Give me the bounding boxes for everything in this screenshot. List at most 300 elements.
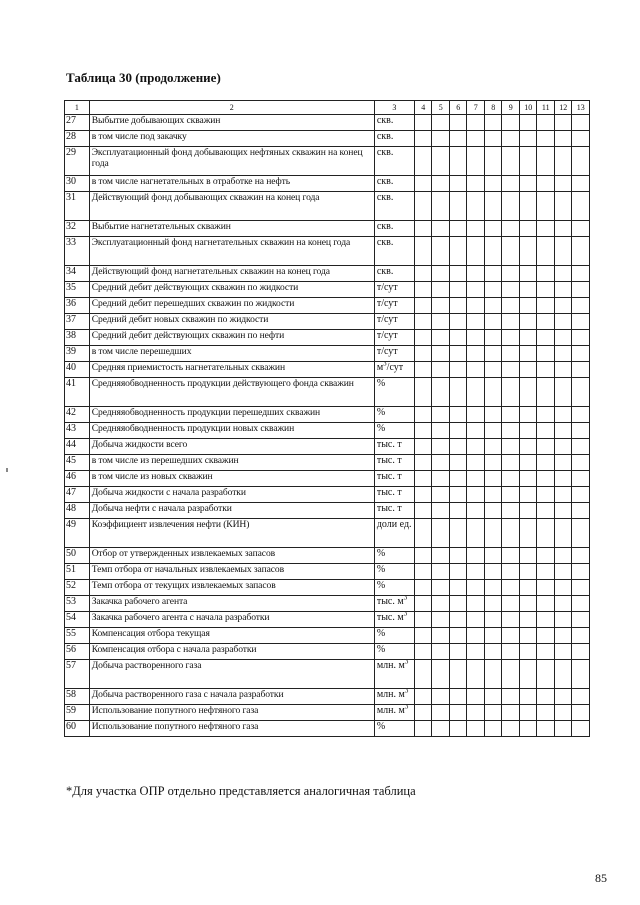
empty-value-cell (449, 176, 467, 192)
empty-value-cell (519, 503, 537, 519)
empty-value-cell (467, 660, 485, 689)
empty-value-cell (414, 705, 432, 721)
header-cell: 12 (554, 101, 572, 115)
row-description: Темп отбора от начальных извлекаемых запасов (89, 564, 374, 580)
empty-value-cell (537, 580, 555, 596)
empty-value-cell (554, 330, 572, 346)
row-description: Средний дебит перешедших скважин по жидкости (89, 298, 374, 314)
empty-value-cell (572, 314, 590, 330)
empty-value-cell (432, 378, 450, 407)
row-description: Средняяобводненность продукции действующего фонда скважин (89, 378, 374, 407)
empty-value-cell (502, 407, 520, 423)
empty-value-cell (432, 455, 450, 471)
row-description: в том числе из перешедших скважин (89, 455, 374, 471)
row-number: 31 (65, 192, 90, 221)
table-row (65, 346, 590, 362)
row-number: 57 (65, 660, 90, 689)
header-cell: 3 (374, 101, 414, 115)
empty-value-cell (467, 519, 485, 548)
table-row (65, 487, 590, 503)
empty-value-cell (449, 131, 467, 147)
empty-value-cell (414, 644, 432, 660)
row-unit: т/сут (374, 298, 414, 314)
empty-value-cell (449, 221, 467, 237)
empty-value-cell (572, 644, 590, 660)
empty-value-cell (449, 705, 467, 721)
empty-value-cell (537, 705, 555, 721)
empty-value-cell (519, 237, 537, 266)
empty-value-cell (449, 455, 467, 471)
table-row (65, 237, 590, 266)
header-cell: 13 (572, 101, 590, 115)
table-row (65, 378, 590, 407)
row-unit: скв. (374, 266, 414, 282)
header-cell: 9 (502, 101, 520, 115)
empty-value-cell (467, 503, 485, 519)
empty-value-cell (432, 423, 450, 439)
empty-value-cell (554, 689, 572, 705)
empty-value-cell (572, 346, 590, 362)
empty-value-cell (484, 455, 502, 471)
empty-value-cell (519, 330, 537, 346)
empty-value-cell (502, 628, 520, 644)
row-description: Действующий фонд добывающих скважин на конец года (89, 192, 374, 221)
row-number: 60 (65, 721, 90, 737)
empty-value-cell (537, 689, 555, 705)
empty-value-cell (537, 519, 555, 548)
empty-value-cell (484, 407, 502, 423)
row-description: Закачка рабочего агента (89, 596, 374, 612)
row-unit: млн. $м^3$ (374, 689, 414, 705)
empty-value-cell (537, 314, 555, 330)
row-unit: т/сут (374, 330, 414, 346)
row-number: 47 (65, 487, 90, 503)
empty-value-cell (502, 346, 520, 362)
empty-value-cell (414, 596, 432, 612)
table-row (65, 407, 590, 423)
header-cell: 10 (519, 101, 537, 115)
table-row (65, 131, 590, 147)
header-cell: 5 (432, 101, 450, 115)
empty-value-cell (432, 580, 450, 596)
empty-value-cell (554, 564, 572, 580)
empty-value-cell (484, 423, 502, 439)
empty-value-cell (467, 346, 485, 362)
empty-value-cell (554, 314, 572, 330)
row-unit: скв. (374, 115, 414, 131)
empty-value-cell (484, 705, 502, 721)
header-cell: 6 (449, 101, 467, 115)
empty-value-cell (519, 644, 537, 660)
empty-value-cell (519, 176, 537, 192)
empty-value-cell (449, 689, 467, 705)
row-unit: $м^3$/сут (374, 362, 414, 378)
empty-value-cell (432, 487, 450, 503)
empty-value-cell (484, 314, 502, 330)
empty-value-cell (467, 362, 485, 378)
empty-value-cell (484, 298, 502, 314)
row-unit: скв. (374, 221, 414, 237)
empty-value-cell (554, 237, 572, 266)
row-number: 27 (65, 115, 90, 131)
row-description: в том числе под закачку (89, 131, 374, 147)
empty-value-cell (484, 147, 502, 176)
table-row (65, 548, 590, 564)
empty-value-cell (414, 628, 432, 644)
empty-value-cell (449, 192, 467, 221)
empty-value-cell (467, 580, 485, 596)
table-row (65, 580, 590, 596)
row-description: Добыча жидкости с начала разработки (89, 487, 374, 503)
empty-value-cell (572, 298, 590, 314)
row-description: в том числе перешедших (89, 346, 374, 362)
empty-value-cell (502, 689, 520, 705)
empty-value-cell (519, 314, 537, 330)
empty-value-cell (502, 660, 520, 689)
row-unit: тыс. т (374, 487, 414, 503)
empty-value-cell (572, 519, 590, 548)
empty-value-cell (414, 131, 432, 147)
empty-value-cell (449, 519, 467, 548)
empty-value-cell (414, 192, 432, 221)
empty-value-cell (414, 660, 432, 689)
empty-value-cell (484, 378, 502, 407)
empty-value-cell (484, 660, 502, 689)
empty-value-cell (502, 314, 520, 330)
table-row (65, 471, 590, 487)
row-description: Выбытие нагнетательных скважин (89, 221, 374, 237)
empty-value-cell (467, 423, 485, 439)
empty-value-cell (432, 115, 450, 131)
row-unit: % (374, 580, 414, 596)
row-number: 35 (65, 282, 90, 298)
empty-value-cell (502, 147, 520, 176)
empty-value-cell (432, 471, 450, 487)
empty-value-cell (502, 298, 520, 314)
empty-value-cell (432, 612, 450, 628)
row-number: 45 (65, 455, 90, 471)
empty-value-cell (502, 378, 520, 407)
row-number: 56 (65, 644, 90, 660)
empty-value-cell (572, 378, 590, 407)
empty-value-cell (449, 423, 467, 439)
row-description: Действующий фонд нагнетательных скважин на конец года (89, 266, 374, 282)
row-number: 59 (65, 705, 90, 721)
empty-value-cell (519, 660, 537, 689)
empty-value-cell (432, 237, 450, 266)
empty-value-cell (449, 266, 467, 282)
empty-value-cell (537, 362, 555, 378)
empty-value-cell (519, 612, 537, 628)
empty-value-cell (449, 362, 467, 378)
empty-value-cell (432, 548, 450, 564)
empty-value-cell (537, 644, 555, 660)
row-number: 54 (65, 612, 90, 628)
empty-value-cell (449, 548, 467, 564)
empty-value-cell (537, 378, 555, 407)
row-number: 28 (65, 131, 90, 147)
empty-value-cell (537, 221, 555, 237)
empty-value-cell (554, 455, 572, 471)
empty-value-cell (519, 192, 537, 221)
row-unit: % (374, 564, 414, 580)
empty-value-cell (467, 487, 485, 503)
row-unit: тыс. $м^3$ (374, 612, 414, 628)
empty-value-cell (467, 266, 485, 282)
row-unit: доли ед. (374, 519, 414, 548)
empty-value-cell (449, 298, 467, 314)
empty-value-cell (519, 596, 537, 612)
data-table (64, 100, 590, 737)
empty-value-cell (432, 147, 450, 176)
empty-value-cell (467, 705, 485, 721)
empty-value-cell (502, 423, 520, 439)
row-number: 33 (65, 237, 90, 266)
empty-value-cell (502, 131, 520, 147)
row-number: 42 (65, 407, 90, 423)
empty-value-cell (502, 221, 520, 237)
table-row (65, 455, 590, 471)
empty-value-cell (572, 147, 590, 176)
row-number: 55 (65, 628, 90, 644)
row-unit: скв. (374, 147, 414, 176)
header-cell: 7 (467, 101, 485, 115)
empty-value-cell (449, 660, 467, 689)
row-description: Выбытие добывающих скважин (89, 115, 374, 131)
empty-value-cell (537, 237, 555, 266)
empty-value-cell (537, 346, 555, 362)
empty-value-cell (572, 115, 590, 131)
row-description: Средняяобводненность продукции новых скважин (89, 423, 374, 439)
empty-value-cell (572, 192, 590, 221)
empty-value-cell (449, 330, 467, 346)
table-row (65, 596, 590, 612)
empty-value-cell (537, 660, 555, 689)
empty-value-cell (554, 221, 572, 237)
row-unit: скв. (374, 192, 414, 221)
empty-value-cell (432, 503, 450, 519)
empty-value-cell (502, 176, 520, 192)
empty-value-cell (554, 596, 572, 612)
table-row (65, 362, 590, 378)
empty-value-cell (537, 471, 555, 487)
empty-value-cell (519, 423, 537, 439)
empty-value-cell (502, 439, 520, 455)
empty-value-cell (519, 221, 537, 237)
row-number: 44 (65, 439, 90, 455)
row-number: 30 (65, 176, 90, 192)
empty-value-cell (484, 439, 502, 455)
empty-value-cell (467, 628, 485, 644)
row-unit: % (374, 721, 414, 737)
empty-value-cell (414, 455, 432, 471)
row-number: 51 (65, 564, 90, 580)
empty-value-cell (502, 644, 520, 660)
empty-value-cell (467, 407, 485, 423)
empty-value-cell (414, 548, 432, 564)
row-unit: % (374, 407, 414, 423)
empty-value-cell (502, 115, 520, 131)
row-number: 41 (65, 378, 90, 407)
empty-value-cell (414, 580, 432, 596)
row-description: Коэффициент извлечения нефти (КИН) (89, 519, 374, 548)
empty-value-cell (502, 580, 520, 596)
table-row (65, 705, 590, 721)
empty-value-cell (572, 237, 590, 266)
row-description: Добыча растворенного газа (89, 660, 374, 689)
empty-value-cell (572, 266, 590, 282)
empty-value-cell (537, 176, 555, 192)
empty-value-cell (467, 314, 485, 330)
empty-value-cell (502, 362, 520, 378)
empty-value-cell (519, 721, 537, 737)
row-unit: % (374, 548, 414, 564)
empty-value-cell (414, 439, 432, 455)
empty-value-cell (554, 471, 572, 487)
empty-value-cell (484, 612, 502, 628)
empty-value-cell (449, 596, 467, 612)
empty-value-cell (484, 503, 502, 519)
empty-value-cell (502, 266, 520, 282)
empty-value-cell (537, 548, 555, 564)
empty-value-cell (449, 503, 467, 519)
empty-value-cell (502, 503, 520, 519)
empty-value-cell (414, 176, 432, 192)
empty-value-cell (414, 282, 432, 298)
empty-value-cell (449, 471, 467, 487)
empty-value-cell (484, 266, 502, 282)
table-row (65, 147, 590, 176)
empty-value-cell (467, 378, 485, 407)
empty-value-cell (554, 660, 572, 689)
empty-value-cell (449, 314, 467, 330)
empty-value-cell (432, 221, 450, 237)
empty-value-cell (519, 519, 537, 548)
empty-value-cell (484, 346, 502, 362)
header-cell: 8 (484, 101, 502, 115)
empty-value-cell (449, 378, 467, 407)
empty-value-cell (519, 147, 537, 176)
row-description: Средний дебит действующих скважин по нефти (89, 330, 374, 346)
row-description: Закачка рабочего агента с начала разработки (89, 612, 374, 628)
empty-value-cell (414, 471, 432, 487)
empty-value-cell (572, 362, 590, 378)
row-description: Темп отбора от текущих извлекаемых запасов (89, 580, 374, 596)
empty-value-cell (537, 503, 555, 519)
empty-value-cell (467, 131, 485, 147)
empty-value-cell (572, 548, 590, 564)
row-unit: тыс. т (374, 439, 414, 455)
empty-value-cell (467, 221, 485, 237)
empty-value-cell (484, 596, 502, 612)
empty-value-cell (432, 439, 450, 455)
row-number: 37 (65, 314, 90, 330)
empty-value-cell (449, 644, 467, 660)
empty-value-cell (432, 519, 450, 548)
row-unit: скв. (374, 176, 414, 192)
row-description: Добыча жидкости всего (89, 439, 374, 455)
row-description: Средняяобводненность продукции перешедших скважин (89, 407, 374, 423)
empty-value-cell (432, 131, 450, 147)
empty-value-cell (502, 455, 520, 471)
row-description: Средний дебит действующих скважин по жидкости (89, 282, 374, 298)
empty-value-cell (554, 192, 572, 221)
empty-value-cell (554, 176, 572, 192)
table-row (65, 439, 590, 455)
empty-value-cell (449, 282, 467, 298)
empty-value-cell (484, 221, 502, 237)
empty-value-cell (414, 407, 432, 423)
empty-value-cell (519, 362, 537, 378)
table-row (65, 176, 590, 192)
empty-value-cell (414, 519, 432, 548)
empty-value-cell (572, 612, 590, 628)
empty-value-cell (572, 487, 590, 503)
empty-value-cell (519, 471, 537, 487)
empty-value-cell (467, 689, 485, 705)
table-row (65, 423, 590, 439)
row-number: 40 (65, 362, 90, 378)
empty-value-cell (519, 131, 537, 147)
row-number: 53 (65, 596, 90, 612)
empty-value-cell (554, 298, 572, 314)
row-description: в том числе из новых скважин (89, 471, 374, 487)
row-number: 39 (65, 346, 90, 362)
empty-value-cell (502, 237, 520, 266)
header-cell: 1 (65, 101, 90, 115)
empty-value-cell (572, 282, 590, 298)
row-number: 49 (65, 519, 90, 548)
empty-value-cell (414, 689, 432, 705)
empty-value-cell (432, 689, 450, 705)
empty-value-cell (502, 192, 520, 221)
empty-value-cell (572, 221, 590, 237)
empty-value-cell (554, 487, 572, 503)
empty-value-cell (432, 298, 450, 314)
empty-value-cell (467, 548, 485, 564)
empty-value-cell (502, 282, 520, 298)
empty-value-cell (414, 147, 432, 176)
empty-value-cell (519, 439, 537, 455)
empty-value-cell (432, 192, 450, 221)
empty-value-cell (537, 721, 555, 737)
empty-value-cell (467, 237, 485, 266)
row-number: 52 (65, 580, 90, 596)
empty-value-cell (414, 362, 432, 378)
empty-value-cell (449, 628, 467, 644)
empty-value-cell (414, 721, 432, 737)
empty-value-cell (519, 346, 537, 362)
empty-value-cell (467, 596, 485, 612)
empty-value-cell (467, 644, 485, 660)
empty-value-cell (414, 314, 432, 330)
empty-value-cell (519, 282, 537, 298)
row-description: Компенсация отбора с начала разработки (89, 644, 374, 660)
empty-value-cell (519, 455, 537, 471)
empty-value-cell (484, 131, 502, 147)
empty-value-cell (449, 407, 467, 423)
table-row (65, 266, 590, 282)
empty-value-cell (554, 378, 572, 407)
empty-value-cell (432, 330, 450, 346)
empty-value-cell (537, 628, 555, 644)
row-unit: % (374, 644, 414, 660)
empty-value-cell (537, 330, 555, 346)
empty-value-cell (484, 628, 502, 644)
empty-value-cell (502, 330, 520, 346)
empty-value-cell (484, 330, 502, 346)
row-unit: т/сут (374, 346, 414, 362)
